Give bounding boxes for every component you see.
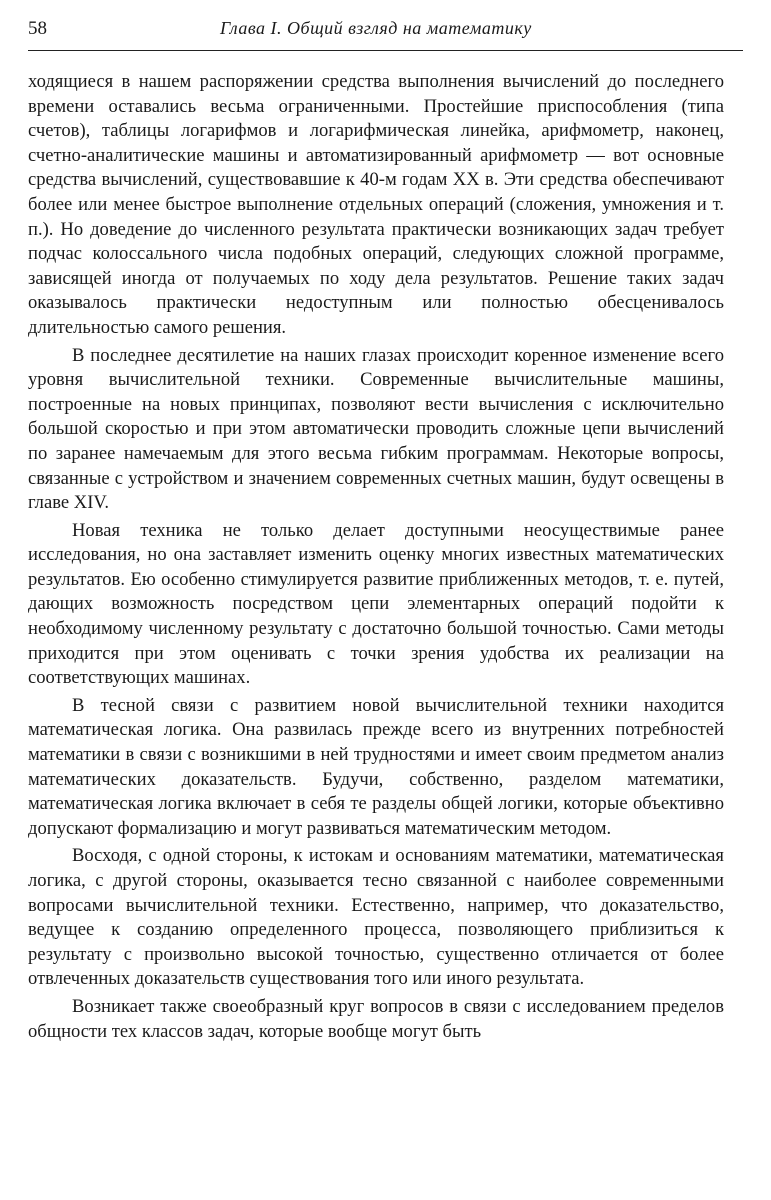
page-number: 58 (28, 18, 47, 39)
page-header (28, 14, 743, 51)
paragraph: Восходя, с одной стороны, к истокам и основаниям математики, математическая логика, с другой стороны, оказывается тесно связанной с наиболее современными вопросами вычислительной техники. Естественно, например, что доказательство, ведущее к созданию определенного процесса, позволяющего приблизиться к результату с произвольно высокой точностью, существенно отличается от более отвлеченных доказательств существования того или иного результата. (28, 845, 724, 990)
paragraph: Возникает также своеобразный круг вопросов в связи с исследованием пределов общности тех классов задач, которые вообще могут быть (28, 995, 724, 1042)
paragraph: Новая техника не только делает доступными неосуществимые ранее исследования, но она заставляет изменить оценку многих известных математических результатов. Ею особенно стимулируется развитие приближенных методов, т. е. путей, дающих возможность посредством цепи элементарных операций подойти к необходимому численному результату с достаточно большой точностью. Сами методы приходится при этом оценивать с точки зрения удобства их реализации на соответствующих машинах. (28, 519, 724, 689)
paragraph-continued: ходящиеся в нашем распоряжении средства выполнения вычислений до последнего времени оставались весьма ограниченными. Простейшие приспособления (типа счетов), таблицы логарифмов и логарифмическая линейка, арифмометр, наконец, счетно-аналитические машины и автоматизированный арифмометр — вот основные средства вычислений, существовавшие к 40-м годам XX в. Эти средства обеспечивают более или менее быстрое выполнение отдельных операций (сложения, умножения и т. п.). Но доведение до численного результата практически возникающих задач требует подчас колоссального числа подобных операций, следующих сложной программе, зависящей иногда от получаемых по ходу дела результатов. Решение таких задач оказывалось практически недоступным или полностью обесценивалось длительностью самого решения. (28, 71, 724, 338)
paragraph: В последнее десятилетие на наших глазах происходит коренное изменение всего уровня вычислительной техники. Современные вычислительные машины, построенные на новых принципах, позволяют вести вычисления с исключительно большой скоростью и при этом автоматически проводить сложные цепи вычислений по заранее намечаемым для этого весьма гибким программам. Некоторые вопросы, связанные с устройством и значением современных счетных машин, будут освещены в главе XIV. (28, 344, 724, 514)
paragraph: В тесной связи с развитием новой вычислительной техники находится математическая логика. Она развилась прежде всего из внутренних потребностей математики в связи с возникшими в ней трудностями и имеет своим предметом анализ математических доказательств. Будучи, собственно, разделом математики, математическая логика включает в себя те разделы общей логики, которые объективно допускают формализацию и могут развиваться математическим методом. (28, 694, 724, 839)
page-body (28, 70, 724, 1047)
running-title: Глава I. Общий взгляд на математику (220, 18, 532, 38)
